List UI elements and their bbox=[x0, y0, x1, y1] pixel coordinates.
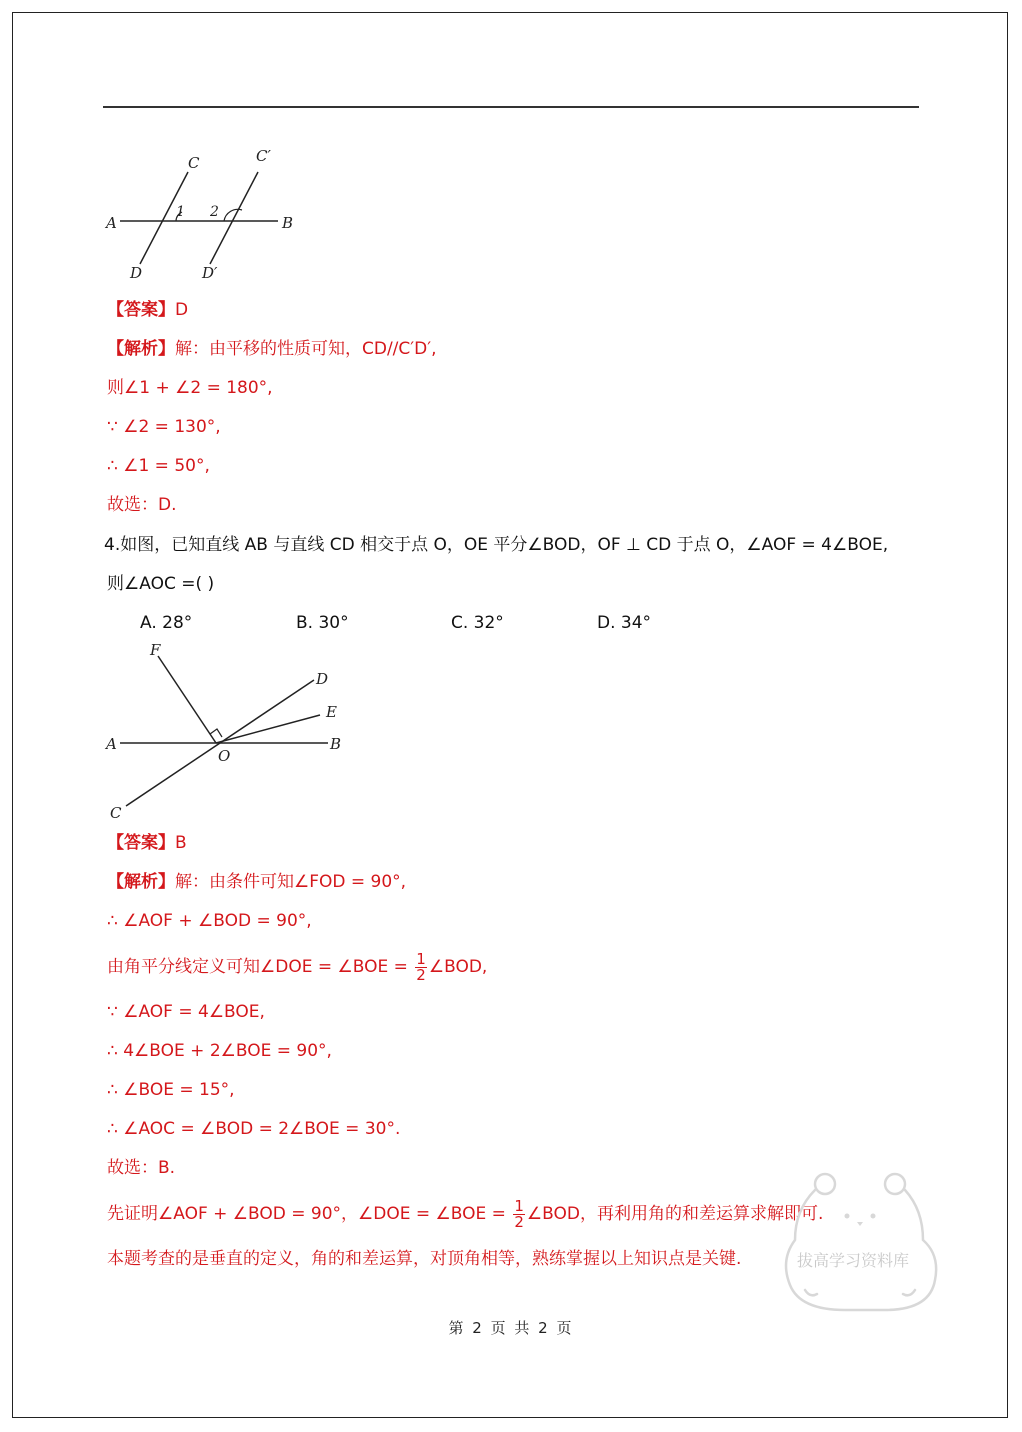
q4-analysis-line-7: ∴ ∠AOC = ∠BOD = 2∠BOE = 30°. bbox=[107, 1119, 401, 1139]
q4-line3-post: ∠BOD, bbox=[428, 957, 488, 977]
label-c: C bbox=[110, 804, 122, 822]
figure-parallel-lines bbox=[100, 140, 310, 290]
label-angle-2: 2 bbox=[210, 204, 219, 220]
label-f: F bbox=[150, 641, 161, 659]
label-a: A bbox=[106, 735, 117, 753]
q4-analysis-line-6: ∴ ∠BOE = 15°, bbox=[107, 1080, 235, 1100]
q4-analysis-line-1 bbox=[107, 870, 406, 894]
label-b: B bbox=[330, 735, 342, 753]
q4-knowledge-point: 本题考查的是垂直的定义，角的和差运算，对顶角相等，熟练掌握以上知识点是关键. bbox=[107, 1249, 742, 1269]
q3-analysis-tag: 【解析】 bbox=[107, 339, 175, 359]
label-b: B bbox=[282, 214, 294, 232]
q3-answer-tag: 【答案】 bbox=[107, 300, 175, 320]
page-footer: 第 2 页 共 2 页 bbox=[448, 1319, 574, 1337]
q4-stem-line-2: 则∠AOC =( ) bbox=[107, 574, 215, 594]
q4-analysis-text: 解：由条件可知∠FOD = 90°, bbox=[175, 872, 407, 892]
q4-analysis-line-2: ∴ ∠AOF + ∠BOD = 90°, bbox=[107, 911, 312, 931]
q3-analysis-line-4: ∴ ∠1 = 50°, bbox=[107, 456, 210, 476]
q3-analysis-text: 解：由平移的性质可知，CD//C′D′, bbox=[175, 339, 437, 359]
q4-analysis-line-5: ∴ 4∠BOE + 2∠BOE = 90°, bbox=[107, 1041, 332, 1061]
label-d-prime: D′ bbox=[202, 264, 218, 282]
label-e: E bbox=[326, 703, 337, 721]
q3-analysis-line-2: 则∠1 + ∠2 = 180°, bbox=[107, 378, 273, 398]
q4-answer-value: B bbox=[175, 833, 187, 853]
q4-analysis-line-4: ∵ ∠AOF = 4∠BOE, bbox=[107, 1002, 265, 1022]
label-o: O bbox=[218, 747, 231, 765]
figure-intersecting-lines bbox=[100, 636, 360, 826]
q4-line9-post: ∠BOD，再利用角的和差运算求解即可. bbox=[526, 1204, 824, 1224]
label-angle-1: 1 bbox=[176, 204, 185, 220]
q4-line9-pre: 先证明∠AOF + ∠BOD = 90°，∠DOE = ∠BOE = bbox=[107, 1204, 512, 1224]
bear-watermark-icon bbox=[775, 1170, 945, 1320]
label-d: D bbox=[316, 670, 329, 688]
q4-analysis-line-3 bbox=[107, 950, 487, 984]
fraction-numerator: 1 bbox=[416, 949, 426, 968]
q4-answer bbox=[107, 831, 187, 855]
label-c: C bbox=[188, 154, 200, 172]
q3-analysis-line-5: 故选：D. bbox=[107, 495, 177, 515]
q4-stem-line-1: 4.如图，已知直线 AB 与直线 CD 相交于点 O，OE 平分∠BOD，OF ⊥ CD 于点 O，∠AOF = 4∠BOE, bbox=[104, 535, 889, 555]
q3-answer bbox=[107, 298, 188, 322]
fraction-numerator-2: 1 bbox=[514, 1196, 524, 1215]
q4-analysis-tag: 【解析】 bbox=[107, 872, 175, 892]
q3-analysis-line-3: ∵ ∠2 = 130°, bbox=[107, 417, 221, 437]
q3-answer-value: D bbox=[175, 300, 189, 320]
fraction-denominator: 2 bbox=[416, 965, 426, 984]
q4-option-d: D. 34° bbox=[597, 613, 652, 633]
label-c-prime: C′ bbox=[256, 147, 271, 165]
q3-analysis-line-1 bbox=[107, 337, 437, 361]
q4-option-b: B. 30° bbox=[296, 613, 349, 633]
q4-option-a: A. 28° bbox=[140, 613, 193, 633]
q4-option-c: C. 32° bbox=[451, 613, 504, 633]
fraction-one-half-2 bbox=[513, 1196, 525, 1231]
watermark-text: 拔高学习资料库 bbox=[797, 1251, 910, 1270]
q4-analysis-line-8: 故选：B. bbox=[107, 1158, 176, 1178]
label-a: A bbox=[106, 214, 117, 232]
header-rule bbox=[103, 106, 919, 108]
fraction-denominator-2: 2 bbox=[514, 1212, 524, 1231]
label-d: D bbox=[130, 264, 143, 282]
q4-line3-pre: 由角平分线定义可知∠DOE = ∠BOE = bbox=[107, 957, 414, 977]
q4-answer-tag: 【答案】 bbox=[107, 833, 175, 853]
fraction-one-half bbox=[415, 949, 427, 984]
q4-summary-line bbox=[107, 1197, 823, 1231]
